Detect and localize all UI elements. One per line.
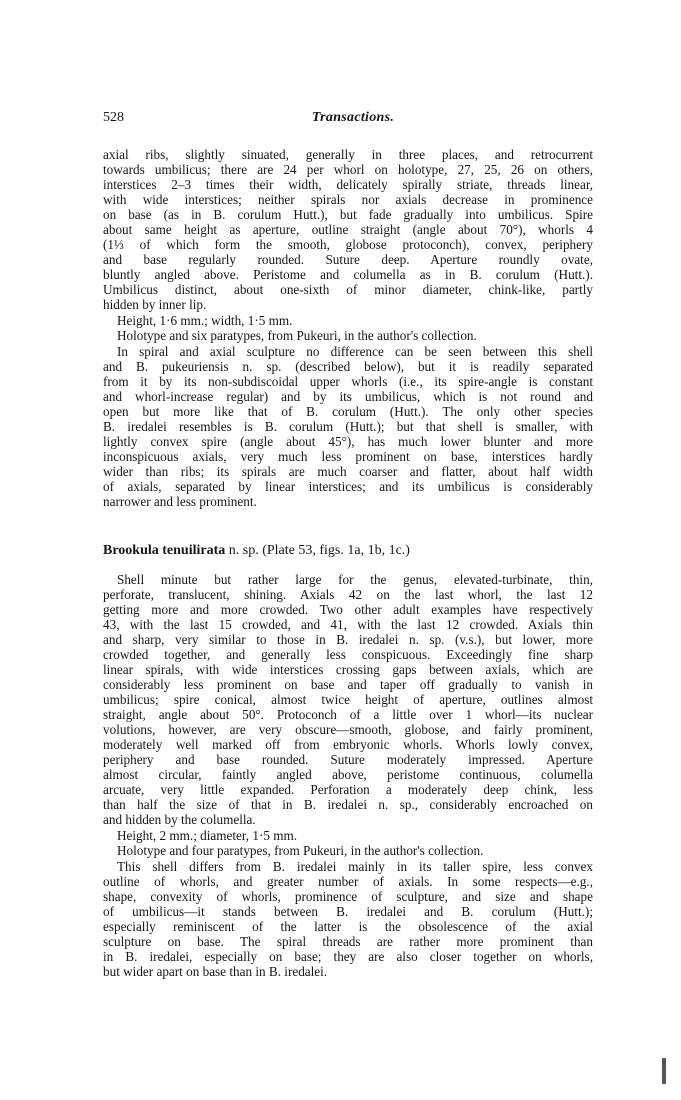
text-line: lightly convex spire (angle about 45°), has much lower blunter and more bbox=[103, 434, 593, 449]
running-title: Transactions. bbox=[311, 110, 395, 125]
text-line: of umbilicus—it stands between B. iredalei and B. corulum (Hutt.); bbox=[103, 904, 593, 919]
text-line: bluntly angled above. Peristome and columella as in B. corulum (Hutt.). bbox=[103, 267, 593, 282]
text-line: periphery and base rounded. Suture moderately impressed. Aperture bbox=[103, 752, 593, 767]
text-line: of axials, separated by linear interstices; and its umbilicus is considerably bbox=[103, 479, 593, 494]
text-line: but wider apart on base than in B. iredalei. bbox=[103, 964, 328, 979]
text-line: and sharp, very similar to those in B. iredalei n. sp. (v.s.), but lower, more bbox=[103, 632, 593, 647]
text-line: volutions, however, are very obscure—smooth, globose, and fairly prominent, bbox=[103, 722, 593, 737]
text-line: In spiral and axial sculpture no difference can be seen between this shell bbox=[117, 344, 593, 359]
text-line: Umbilicus distinct, about one-sixth of minor diameter, chink-like, partly bbox=[103, 282, 593, 297]
page-number: 528 bbox=[103, 110, 124, 125]
text-line: crowded together, and generally less conspicuous. Exceedingly fine sharp bbox=[103, 647, 593, 662]
text-line: moderately well marked off from embryonic whorls. Whorls lowly convex, bbox=[103, 737, 593, 752]
text-line: in B. iredalei, especially on base; they are also closer together on whorls, bbox=[103, 949, 593, 964]
text-line: B. iredalei resembles is B. corulum (Hutt.); but that shell is smaller, with bbox=[103, 419, 593, 434]
text-line: from it by its non-subdiscoidal upper whorls (i.e., its spire-angle is constant bbox=[103, 374, 593, 389]
text-line: axial ribs, slightly sinuated, generally in three places, and retrocurrent bbox=[103, 147, 593, 162]
dimensions-line: Height, 2 mm.; diameter, 1·5 mm. bbox=[117, 828, 298, 843]
text-line: and base regularly rounded. Suture deep. Aperture roundly ovate, bbox=[103, 252, 593, 267]
text-line: hidden by inner lip. bbox=[103, 297, 207, 312]
text-line: 43, with the last 15 crowded, and 41, with the last 12 crowded. Axials thin bbox=[103, 617, 593, 632]
text-line: and B. pukeuriensis n. sp. (described below), but it is readily separated bbox=[103, 359, 593, 374]
text-line: straight, angle about 50°. Protoconch of a little over 1 whorl—its nuclear bbox=[103, 707, 593, 722]
text-line: about same height as aperture, outline straight (angle about 70°), whorls 4 bbox=[103, 222, 593, 237]
text-line: interstices 2–3 times their width, delicately spirally striate, threads linear, bbox=[103, 177, 593, 192]
text-line: linear spirals, with wide interstices crossing gaps between axials, which are bbox=[103, 662, 593, 677]
species-heading bbox=[103, 543, 410, 559]
text-line: This shell differs from B. iredalei mainly in its taller spire, less convex bbox=[117, 859, 593, 874]
species-plate-ref: n. sp. (Plate 53, figs. 1a, 1b, 1c.) bbox=[225, 543, 410, 558]
text-line: sculpture on base. The spiral threads are rather more prominent than bbox=[103, 934, 593, 949]
species-name: Brookula tenuilirata bbox=[103, 543, 226, 558]
text-line: outline of whorls, and greater number of axials. In some respects—e.g., bbox=[103, 874, 593, 889]
text-line: umbilicus; spire conical, almost twice height of aperture, outlines almost bbox=[103, 692, 593, 707]
text-line: almost circular, faintly angled above, peristome continuous, columella bbox=[103, 767, 593, 782]
text-line: towards umbilicus; there are 24 per whorl on holotype, 27, 25, 26 on others, bbox=[103, 162, 593, 177]
text-line: especially reminiscent of the latter is the obsolescence of the axial bbox=[103, 919, 593, 934]
text-line: on base (as in B. corulum Hutt.), but fade gradually into umbilicus. Spire bbox=[103, 207, 593, 222]
type-locality-line: Holotype and six paratypes, from Pukeuri, in the author's collection. bbox=[117, 328, 477, 343]
text-line: wider than ribs; its spirals are much coarser and flatter, about half width bbox=[103, 464, 593, 479]
text-line: (1⅓ of which form the smooth, globose protoconch), convex, periphery bbox=[103, 237, 593, 252]
text-line: arcuate, very little expanded. Perforation a moderately deep chink, less bbox=[103, 782, 593, 797]
text-line: considerably less prominent on base and taper off gradually to vanish in bbox=[103, 677, 593, 692]
dimensions-line: Height, 1·6 mm.; width, 1·5 mm. bbox=[117, 313, 293, 328]
text-line: with wide interstices; neither spirals nor axials decrease in prominence bbox=[103, 192, 593, 207]
text-line: and hidden by the columella. bbox=[103, 812, 256, 827]
text-line: and whorl-increase regular) and by its umbilicus, which is not round and bbox=[103, 389, 593, 404]
text-line: shape, convexity of whorls, prominence of sculpture, and size and shape bbox=[103, 889, 593, 904]
scan-edge-mark bbox=[662, 1058, 666, 1084]
text-line: than half the size of that in B. iredalei n. sp., considerably encroached on bbox=[103, 797, 593, 812]
type-locality-line: Holotype and four paratypes, from Pukeuri, in the author's collection. bbox=[117, 843, 484, 858]
text-line: open but more like that of B. corulum (Hutt.). The only other species bbox=[103, 404, 593, 419]
text-line: perforate, translucent, shining. Axials 42 on the last whorl, the last 12 bbox=[103, 587, 593, 602]
text-line: Shell minute but rather large for the genus, elevated-turbinate, thin, bbox=[117, 572, 593, 587]
text-line: getting more and more crowded. Two other adult examples have respectively bbox=[103, 602, 593, 617]
text-line: narrower and less prominent. bbox=[103, 494, 257, 509]
text-line: inconspicuous axials, very much less prominent on base, interstices hardly bbox=[103, 449, 593, 464]
